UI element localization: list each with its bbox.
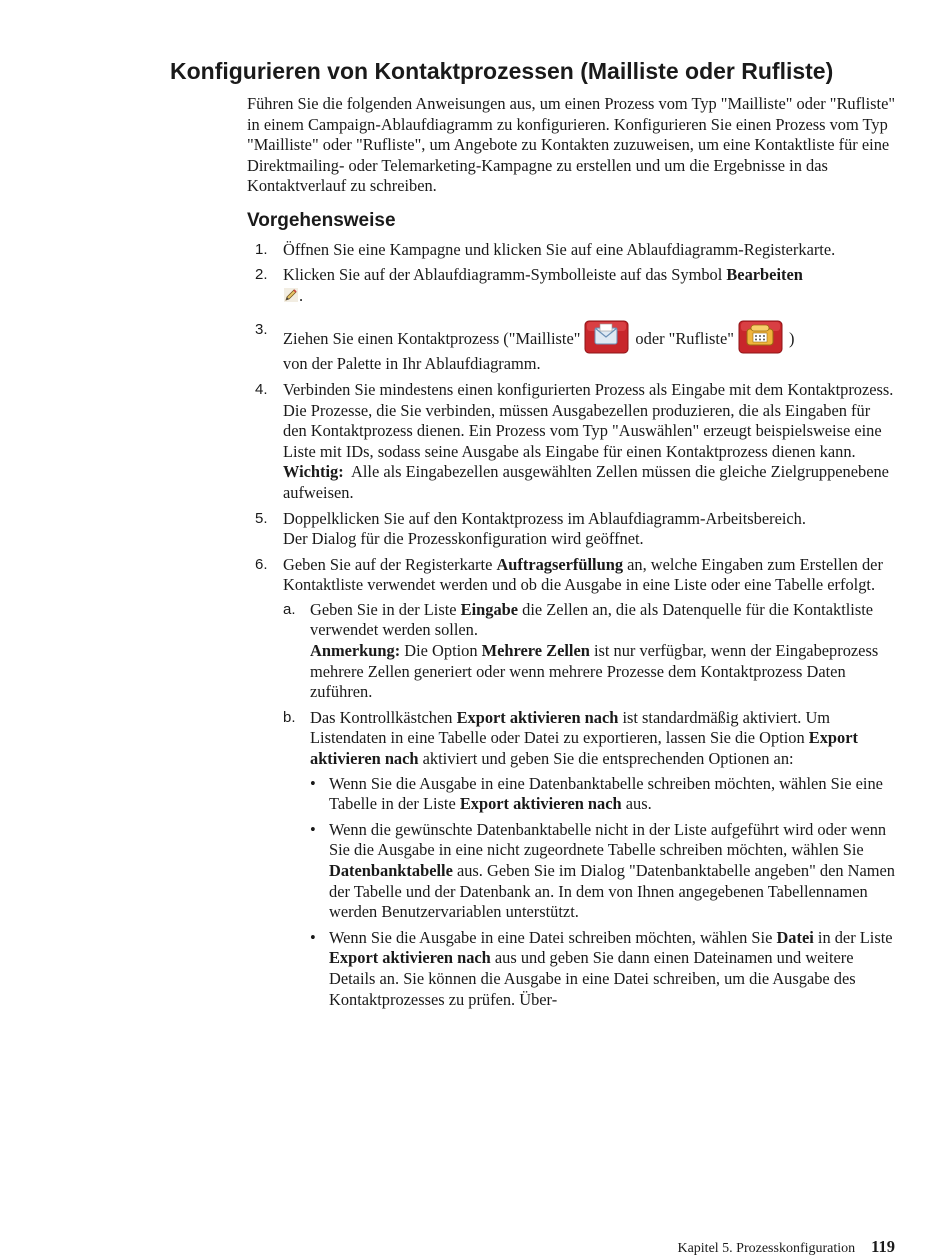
page-number: 119 <box>871 1237 895 1256</box>
bullet-item <box>310 928 897 1010</box>
step-text: Doppelklicken Sie auf den Kontaktprozess im Ablaufdiagramm-Arbeitsbereich. <box>283 508 806 528</box>
step-number: 3. <box>255 321 268 339</box>
mailliste-icon <box>584 320 629 354</box>
substep-text-mid: ist standardmäßig aktiviert. Um Listendaten in eine Tabelle oder Datei zu exportieren, lassen Sie die Option <box>310 707 831 748</box>
step-number: 5. <box>255 509 268 527</box>
note-text: Die Option <box>400 641 482 661</box>
step-bold-term: Bearbeiten <box>726 265 803 285</box>
step-text: Ziehen Sie einen Kontaktprozess ("Mailliste" <box>283 329 581 349</box>
note-bold-term: Mehrere Zellen <box>481 641 590 661</box>
substep-bold-term: Export aktivieren nach <box>456 707 619 727</box>
step-number: 6. <box>255 555 268 573</box>
substep-text-end: die Zellen an, die als Datenquelle für die Kontaktliste verwendet werden sollen. <box>310 599 874 640</box>
step-number: 1. <box>255 240 268 258</box>
substep-b <box>283 708 897 1010</box>
bullet-bold-term: Export aktivieren nach <box>329 948 491 968</box>
bullet-text-end: aus. Geben Sie im Dialog "Datenbanktabelle angeben" den Namen der Tabelle und der Datenbank an. In dem von Ihnen angegebenen Tabellennamen werden Benutzervariablen unterstützt. <box>329 861 895 922</box>
bullet-bold-term: Datei <box>776 927 814 947</box>
bullet-text: Wenn Sie die Ausgabe in eine Datenbanktabelle schreiben möchten, wählen Sie eine Tabelle in der Liste <box>329 773 883 814</box>
step-5 <box>247 509 897 550</box>
pencil-edit-icon <box>283 286 299 309</box>
page-footer <box>677 1237 895 1257</box>
substep-letter: b. <box>283 708 296 726</box>
important-note <box>283 462 897 503</box>
rufliste-icon <box>738 320 783 354</box>
note-text: Alle als Eingabezellen ausgewählten Zellen müssen die gleiche Zielgruppenebene aufweisen. <box>283 462 889 502</box>
bullet-bold-term: Export aktivieren nach <box>459 794 622 814</box>
step-text-end: an, welche Eingaben zum Erstellen der Kontaktliste verwendet werden und ob die Ausgabe in eine Liste oder eine Tabelle erfolgt. <box>283 554 883 595</box>
bullet-text-end: aus und geben Sie dann einen Dateinamen und weitere Details an. Sie können die Ausgabe in eine Datei schreiben, um die Ausgabe des Kontaktprozesses zu prüfen. Über- <box>329 948 856 1009</box>
substep-bold-term: Export aktivieren nach <box>310 728 858 769</box>
page-body <box>247 94 897 1015</box>
bullet-mark: • <box>310 927 316 947</box>
bullet-item <box>310 820 897 923</box>
step-text: Öffnen Sie eine Kampagne und klicken Sie auf eine Ablaufdiagramm-Registerkarte. <box>283 239 836 259</box>
substep-text-end: aktiviert und geben Sie die entsprechenden Optionen an: <box>418 749 794 769</box>
substep-bold-term: Eingabe <box>460 599 519 619</box>
procedure-steps <box>247 240 897 1011</box>
option-bullets <box>310 774 897 1011</box>
step-4 <box>247 380 897 504</box>
bullet-mark: • <box>310 819 316 839</box>
bullet-mark: • <box>310 773 316 793</box>
bullet-bold-term: Datenbanktabelle <box>329 861 453 880</box>
step-1 <box>247 240 897 261</box>
substep-letter: a. <box>283 600 296 618</box>
step-2 <box>247 265 897 308</box>
step-bold-term: Auftragserfüllung <box>496 554 624 574</box>
substeps <box>283 600 897 1010</box>
step-6 <box>247 555 897 1010</box>
step-text: Klicken Sie auf der Ablaufdiagramm-Symbolleiste auf das Symbol <box>283 265 727 285</box>
step-info: Die Prozesse, die Sie verbinden, müssen Ausgabezellen produzieren, die als Eingaben für den Kontaktprozess dienen. Ein Prozess vom Typ "Auswählen" erzeugt beispielsweise eine Liste mit IDs, sodass seine Ausgabe als Eingabe für einen Kontaktprozess dienen kann. <box>283 400 882 461</box>
bullet-text-mid: in der Liste <box>813 927 893 947</box>
substep-text: Geben Sie in der Liste <box>310 599 461 619</box>
bullet-text: Wenn Sie die Ausgabe in eine Datei schreiben möchten, wählen Sie <box>329 927 777 947</box>
step-text-close: ) <box>788 329 795 349</box>
substep-a <box>283 600 897 703</box>
note-label: Anmerkung: <box>310 641 401 661</box>
section-heading: Vorgehensweise <box>247 209 396 231</box>
step-text-end: . <box>299 285 304 305</box>
step-text: Geben Sie auf der Registerkarte <box>283 554 497 574</box>
bullet-item <box>310 774 897 815</box>
note-text-end: ist nur verfügbar, wenn der Eingabeprozess mehrere Zellen generiert oder wenn mehrere Prozesse dem Kontaktprozess Daten zuführen. <box>310 641 879 702</box>
step-info: Der Dialog für die Prozesskonfiguration wird geöffnet. <box>283 529 644 549</box>
step-text-mid: oder "Rufliste" <box>635 329 734 349</box>
remark-note <box>310 641 897 703</box>
bullet-text: Wenn die gewünschte Datenbanktabelle nicht in der Liste aufgeführt wird oder wenn Sie die Ausgabe in eine nicht zugeordnete Tabelle schreiben möchten, wählen Sie <box>329 819 887 860</box>
step-text: Verbinden Sie mindestens einen konfigurierten Prozess als Eingabe mit dem Kontaktprozess. <box>283 379 894 399</box>
page-title: Konfigurieren von Kontaktprozessen (Mailliste oder Rufliste) <box>170 58 834 84</box>
intro-paragraph: Führen Sie die folgenden Anweisungen aus, um einen Prozess vom Typ "Mailliste" oder "Rufliste" in einem Campaign-Ablaufdiagramm zu konfigurieren. Konfigurieren Sie einen Prozess vom Typ "Mailliste" oder "Rufliste", um Angebote zu Kontakten zuzuweisen, um eine Kontaktliste für eine Direktmailing- oder Telemarketing-Kampagne zu erstellen und um die Ergebnisse in das Kontaktverlauf zu schreiben. <box>247 94 896 196</box>
note-label: Wichtig: <box>283 462 344 482</box>
step-text-cont: von der Palette in Ihr Ablaufdiagramm. <box>283 354 541 374</box>
step-number: 4. <box>255 380 268 398</box>
step-3 <box>247 320 897 375</box>
footer-chapter: Kapitel 5. Prozesskonfiguration <box>677 1241 856 1256</box>
step-number: 2. <box>255 266 268 284</box>
substep-text: Das Kontrollkästchen <box>310 707 457 727</box>
bullet-text-end: aus. <box>621 794 652 814</box>
